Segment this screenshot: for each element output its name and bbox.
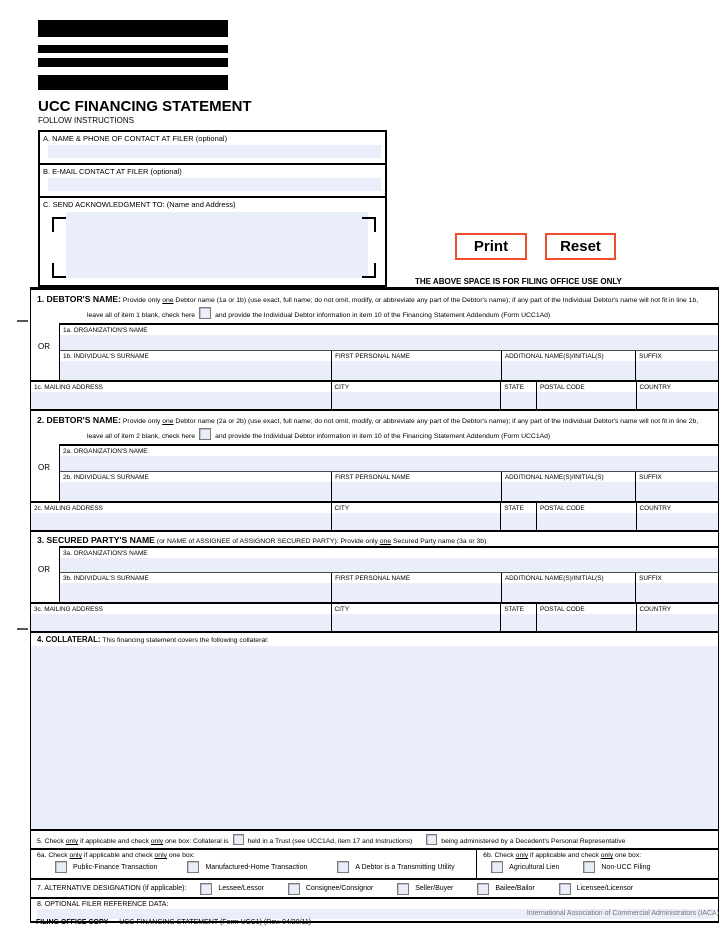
collateral-description-field[interactable] bbox=[31, 646, 718, 829]
barcode-bar bbox=[38, 20, 228, 37]
debtor-1-org-name-field[interactable] bbox=[60, 335, 718, 350]
consignee-consignor-checkbox[interactable] bbox=[288, 883, 300, 895]
debtor-2-org-name-field[interactable] bbox=[60, 456, 718, 471]
debtor-1-country-label: COUNTRY bbox=[639, 384, 672, 392]
iaca-credit: International Association of Commercial Administrators (IACA) bbox=[526, 910, 719, 917]
filer-email-field[interactable] bbox=[48, 178, 381, 191]
form-body bbox=[30, 287, 719, 923]
debtor-2-surname-label: 2b. INDIVIDUAL'S SURNAME bbox=[63, 474, 149, 482]
debtor-1-suffix-field[interactable] bbox=[636, 361, 718, 380]
print-button[interactable]: Print bbox=[455, 233, 527, 260]
collateral-section bbox=[31, 631, 718, 829]
debtor-1-additional-name-field[interactable] bbox=[502, 361, 635, 380]
section-6a: 6a. Check only if applicable and check only one box: Public-Finance Transaction Manufactured-Home Transaction A Debtor is a Transmitting Utility bbox=[31, 850, 476, 878]
debtor-2-suffix-label: SUFFIX bbox=[639, 474, 662, 482]
secured-address-field[interactable] bbox=[31, 614, 331, 631]
barcode-bar bbox=[38, 75, 228, 90]
debtor-1-first-name-label: FIRST PERSONAL NAME bbox=[335, 353, 411, 361]
seller-buyer-checkbox[interactable] bbox=[397, 883, 409, 895]
debtor-1-postal-label: POSTAL CODE bbox=[539, 384, 585, 392]
barcode-bars bbox=[38, 20, 228, 90]
debtor-2-header: 2. DEBTOR'S NAME: Provide only one Debtor name (2a or 2b) (use exact, full name; do not omit, modify, or abbreviate any part of the Debtor's name); if any part of the Individual Debtor's name will not fit in line 2b, leave all of item 2 blank, check here and provide the Individual Debtor information in item 10 of the Financing Statement Addendum (Form UCC1Ad) bbox=[37, 415, 699, 440]
crop-mark bbox=[17, 628, 28, 630]
secured-suffix-label: SUFFIX bbox=[639, 575, 662, 583]
debtor-2-address-label: 2c. MAILING ADDRESS bbox=[34, 505, 103, 513]
corner-bracket-icon bbox=[52, 217, 66, 232]
transmitting-utility-checkbox[interactable] bbox=[337, 861, 349, 873]
debtor-1-suffix-label: SUFFIX bbox=[639, 353, 662, 361]
debtor-2-postal-label: POSTAL CODE bbox=[539, 505, 585, 513]
debtor-2-rows bbox=[31, 444, 718, 530]
bailee-bailor-checkbox[interactable] bbox=[477, 883, 489, 895]
agricultural-lien-checkbox[interactable] bbox=[491, 861, 503, 873]
crop-mark bbox=[17, 320, 28, 322]
corner-bracket-icon bbox=[362, 263, 376, 278]
debtor-2-city-label: CITY bbox=[334, 505, 350, 513]
form-title: UCC FINANCING STATEMENT bbox=[38, 98, 252, 115]
or-label: OR bbox=[38, 342, 50, 352]
debtor-1-address-label: 1c. MAILING ADDRESS bbox=[34, 384, 103, 392]
filer-email-label: B. E-MAIL CONTACT AT FILER (optional) bbox=[43, 167, 182, 176]
secured-postal-label: POSTAL CODE bbox=[539, 606, 585, 614]
barcode-bar bbox=[38, 58, 228, 67]
debtor-2-first-name-field[interactable] bbox=[332, 482, 501, 501]
debtor-1-header: 1. DEBTOR'S NAME: Provide only one Debtor name (1a or 1b) (use exact, full name; do not omit, modify, or abbreviate any part of the Debtor's name); if any part of the Individual Debtor's name will not fit in line 1b, leave all of item 1 blank, check here and provide the Individual Debtor information in item 10 of the Financing Statement Addendum (Form UCC1Ad) bbox=[37, 294, 699, 319]
debtor-1-surname-field[interactable] bbox=[60, 361, 331, 380]
secured-org-name-field[interactable] bbox=[60, 558, 718, 572]
secured-surname-label: 3b. INDIVIDUAL'S SURNAME bbox=[63, 575, 149, 583]
secured-party-header: 3. SECURED PARTY'S NAME (or NAME of ASSIGNEE of ASSIGNOR SECURED PARTY): Provide only one Secured Party name (3a or 3b) bbox=[37, 535, 487, 546]
debtor-1-state-field[interactable] bbox=[501, 392, 536, 409]
debtor-1-city-label: CITY bbox=[334, 384, 350, 392]
debtor-1-state-label: STATE bbox=[504, 384, 524, 392]
secured-postal-field[interactable] bbox=[537, 614, 636, 631]
filer-reference-label: 8. OPTIONAL FILER REFERENCE DATA: bbox=[37, 901, 169, 909]
secured-suffix-field[interactable] bbox=[636, 583, 718, 602]
secured-state-field[interactable] bbox=[501, 614, 536, 631]
acknowledgment-address-field[interactable] bbox=[66, 212, 368, 278]
debtor-2-state-label: STATE bbox=[504, 505, 524, 513]
debtor-1-first-name-field[interactable] bbox=[332, 361, 501, 380]
debtor-1-postal-field[interactable] bbox=[537, 392, 636, 409]
trust-decedent-section: 5. Check only if applicable and check only one box: Collateral is held in a Trust (see UCC1Ad, item 17 and Instructions) being administered by a Decedent's Personal Representative bbox=[31, 829, 718, 848]
filing-office-space-note: THE ABOVE SPACE IS FOR FILING OFFICE USE ONLY bbox=[415, 277, 622, 286]
section-6b: 6b. Check only if applicable and check only one box: Agricultural Lien Non-UCC Filing bbox=[476, 850, 718, 878]
secured-party-section bbox=[31, 530, 718, 631]
secured-party-rows bbox=[31, 546, 718, 631]
secured-city-field[interactable] bbox=[332, 614, 501, 631]
secured-additional-name-label: ADDITIONAL NAME(S)/INITIAL(S) bbox=[504, 575, 604, 583]
debtor-2-additional-name-field[interactable] bbox=[502, 482, 635, 501]
filer-name-phone-label: A. NAME & PHONE OF CONTACT AT FILER (optional) bbox=[43, 134, 228, 143]
debtor-1-surname-label: 1b. INDIVIDUAL'S SURNAME bbox=[63, 353, 149, 361]
filer-email-row bbox=[40, 165, 385, 198]
alternative-designation-label: 7. ALTERNATIVE DESIGNATION (if applicable): bbox=[37, 885, 187, 893]
debtor-1-country-field[interactable] bbox=[637, 392, 718, 409]
secured-additional-name-field[interactable] bbox=[502, 583, 635, 602]
licensee-licensor-checkbox[interactable] bbox=[559, 883, 571, 895]
filer-name-phone-field[interactable] bbox=[48, 145, 381, 158]
debtor-2-postal-field[interactable] bbox=[537, 513, 636, 530]
debtor-1-city-field[interactable] bbox=[332, 392, 501, 409]
acknowledgment-label: C. SEND ACKNOWLEDGMENT TO: (Name and Address) bbox=[43, 200, 236, 209]
debtor-2-section bbox=[31, 409, 718, 530]
public-finance-checkbox[interactable] bbox=[55, 861, 67, 873]
lessee-lessor-checkbox[interactable] bbox=[200, 883, 212, 895]
filer-name-phone-row bbox=[40, 132, 385, 165]
secured-country-label: COUNTRY bbox=[639, 606, 672, 614]
filing-type-section bbox=[31, 848, 718, 878]
acknowledgment-row bbox=[40, 198, 385, 284]
debtor-1-addendum-checkbox[interactable] bbox=[199, 307, 211, 319]
barcode-bar bbox=[38, 45, 228, 53]
debtor-2-addendum-checkbox[interactable] bbox=[199, 428, 211, 440]
debtor-2-suffix-field[interactable] bbox=[636, 482, 718, 501]
debtor-1-org-name-label: 1a. ORGANIZATION'S NAME bbox=[63, 327, 148, 335]
debtor-1-additional-name-label: ADDITIONAL NAME(S)/INITIAL(S) bbox=[504, 353, 604, 361]
or-label: OR bbox=[38, 463, 50, 473]
debtor-2-additional-name-label: ADDITIONAL NAME(S)/INITIAL(S) bbox=[504, 474, 604, 482]
debtor-2-state-field[interactable] bbox=[501, 513, 536, 530]
debtor-1-rows bbox=[31, 323, 718, 409]
secured-city-label: CITY bbox=[334, 606, 350, 614]
debtor-1-address-field[interactable] bbox=[31, 392, 331, 409]
decedent-checkbox[interactable] bbox=[426, 834, 437, 845]
or-label: OR bbox=[38, 565, 50, 575]
secured-country-field[interactable] bbox=[637, 614, 718, 631]
corner-bracket-icon bbox=[52, 263, 66, 278]
debtor-1-section bbox=[31, 290, 718, 409]
debtor-2-city-field[interactable] bbox=[332, 513, 501, 530]
form-subtitle: FOLLOW INSTRUCTIONS bbox=[38, 116, 135, 125]
secured-org-name-label: 3a. ORGANIZATION'S NAME bbox=[63, 550, 148, 558]
form-id-footer: FILING OFFICE COPY — UCC FINANCING STATEMENT (Form UCC1) (Rev. 04/20/11) bbox=[36, 919, 312, 926]
secured-first-name-field[interactable] bbox=[332, 583, 501, 602]
filer-contact-box bbox=[38, 130, 387, 287]
manufactured-home-checkbox[interactable] bbox=[187, 861, 199, 873]
acknowledgment-area bbox=[52, 212, 376, 278]
debtor-2-first-name-label: FIRST PERSONAL NAME bbox=[335, 474, 411, 482]
secured-address-label: 3c. MAILING ADDRESS bbox=[34, 606, 103, 614]
secured-state-label: STATE bbox=[504, 606, 524, 614]
collateral-header: 4. COLLATERAL: This financing statement covers the following collateral: bbox=[37, 635, 269, 645]
debtor-2-surname-field[interactable] bbox=[60, 482, 331, 501]
debtor-2-address-field[interactable] bbox=[31, 513, 331, 530]
debtor-2-country-field[interactable] bbox=[637, 513, 718, 530]
secured-surname-field[interactable] bbox=[60, 583, 331, 602]
alternative-designation-section: 7. ALTERNATIVE DESIGNATION (if applicable): Lessee/Lessor Consignee/Consignor Seller/Buyer Bailee/Bailor Licensee/Licensor bbox=[31, 878, 718, 897]
debtor-2-org-name-label: 2a. ORGANIZATION'S NAME bbox=[63, 448, 148, 456]
reset-button[interactable]: Reset bbox=[545, 233, 616, 260]
secured-first-name-label: FIRST PERSONAL NAME bbox=[335, 575, 411, 583]
corner-bracket-icon bbox=[362, 217, 376, 232]
debtor-2-country-label: COUNTRY bbox=[639, 505, 672, 513]
trust-checkbox[interactable] bbox=[233, 834, 244, 845]
non-ucc-filing-checkbox[interactable] bbox=[583, 861, 595, 873]
